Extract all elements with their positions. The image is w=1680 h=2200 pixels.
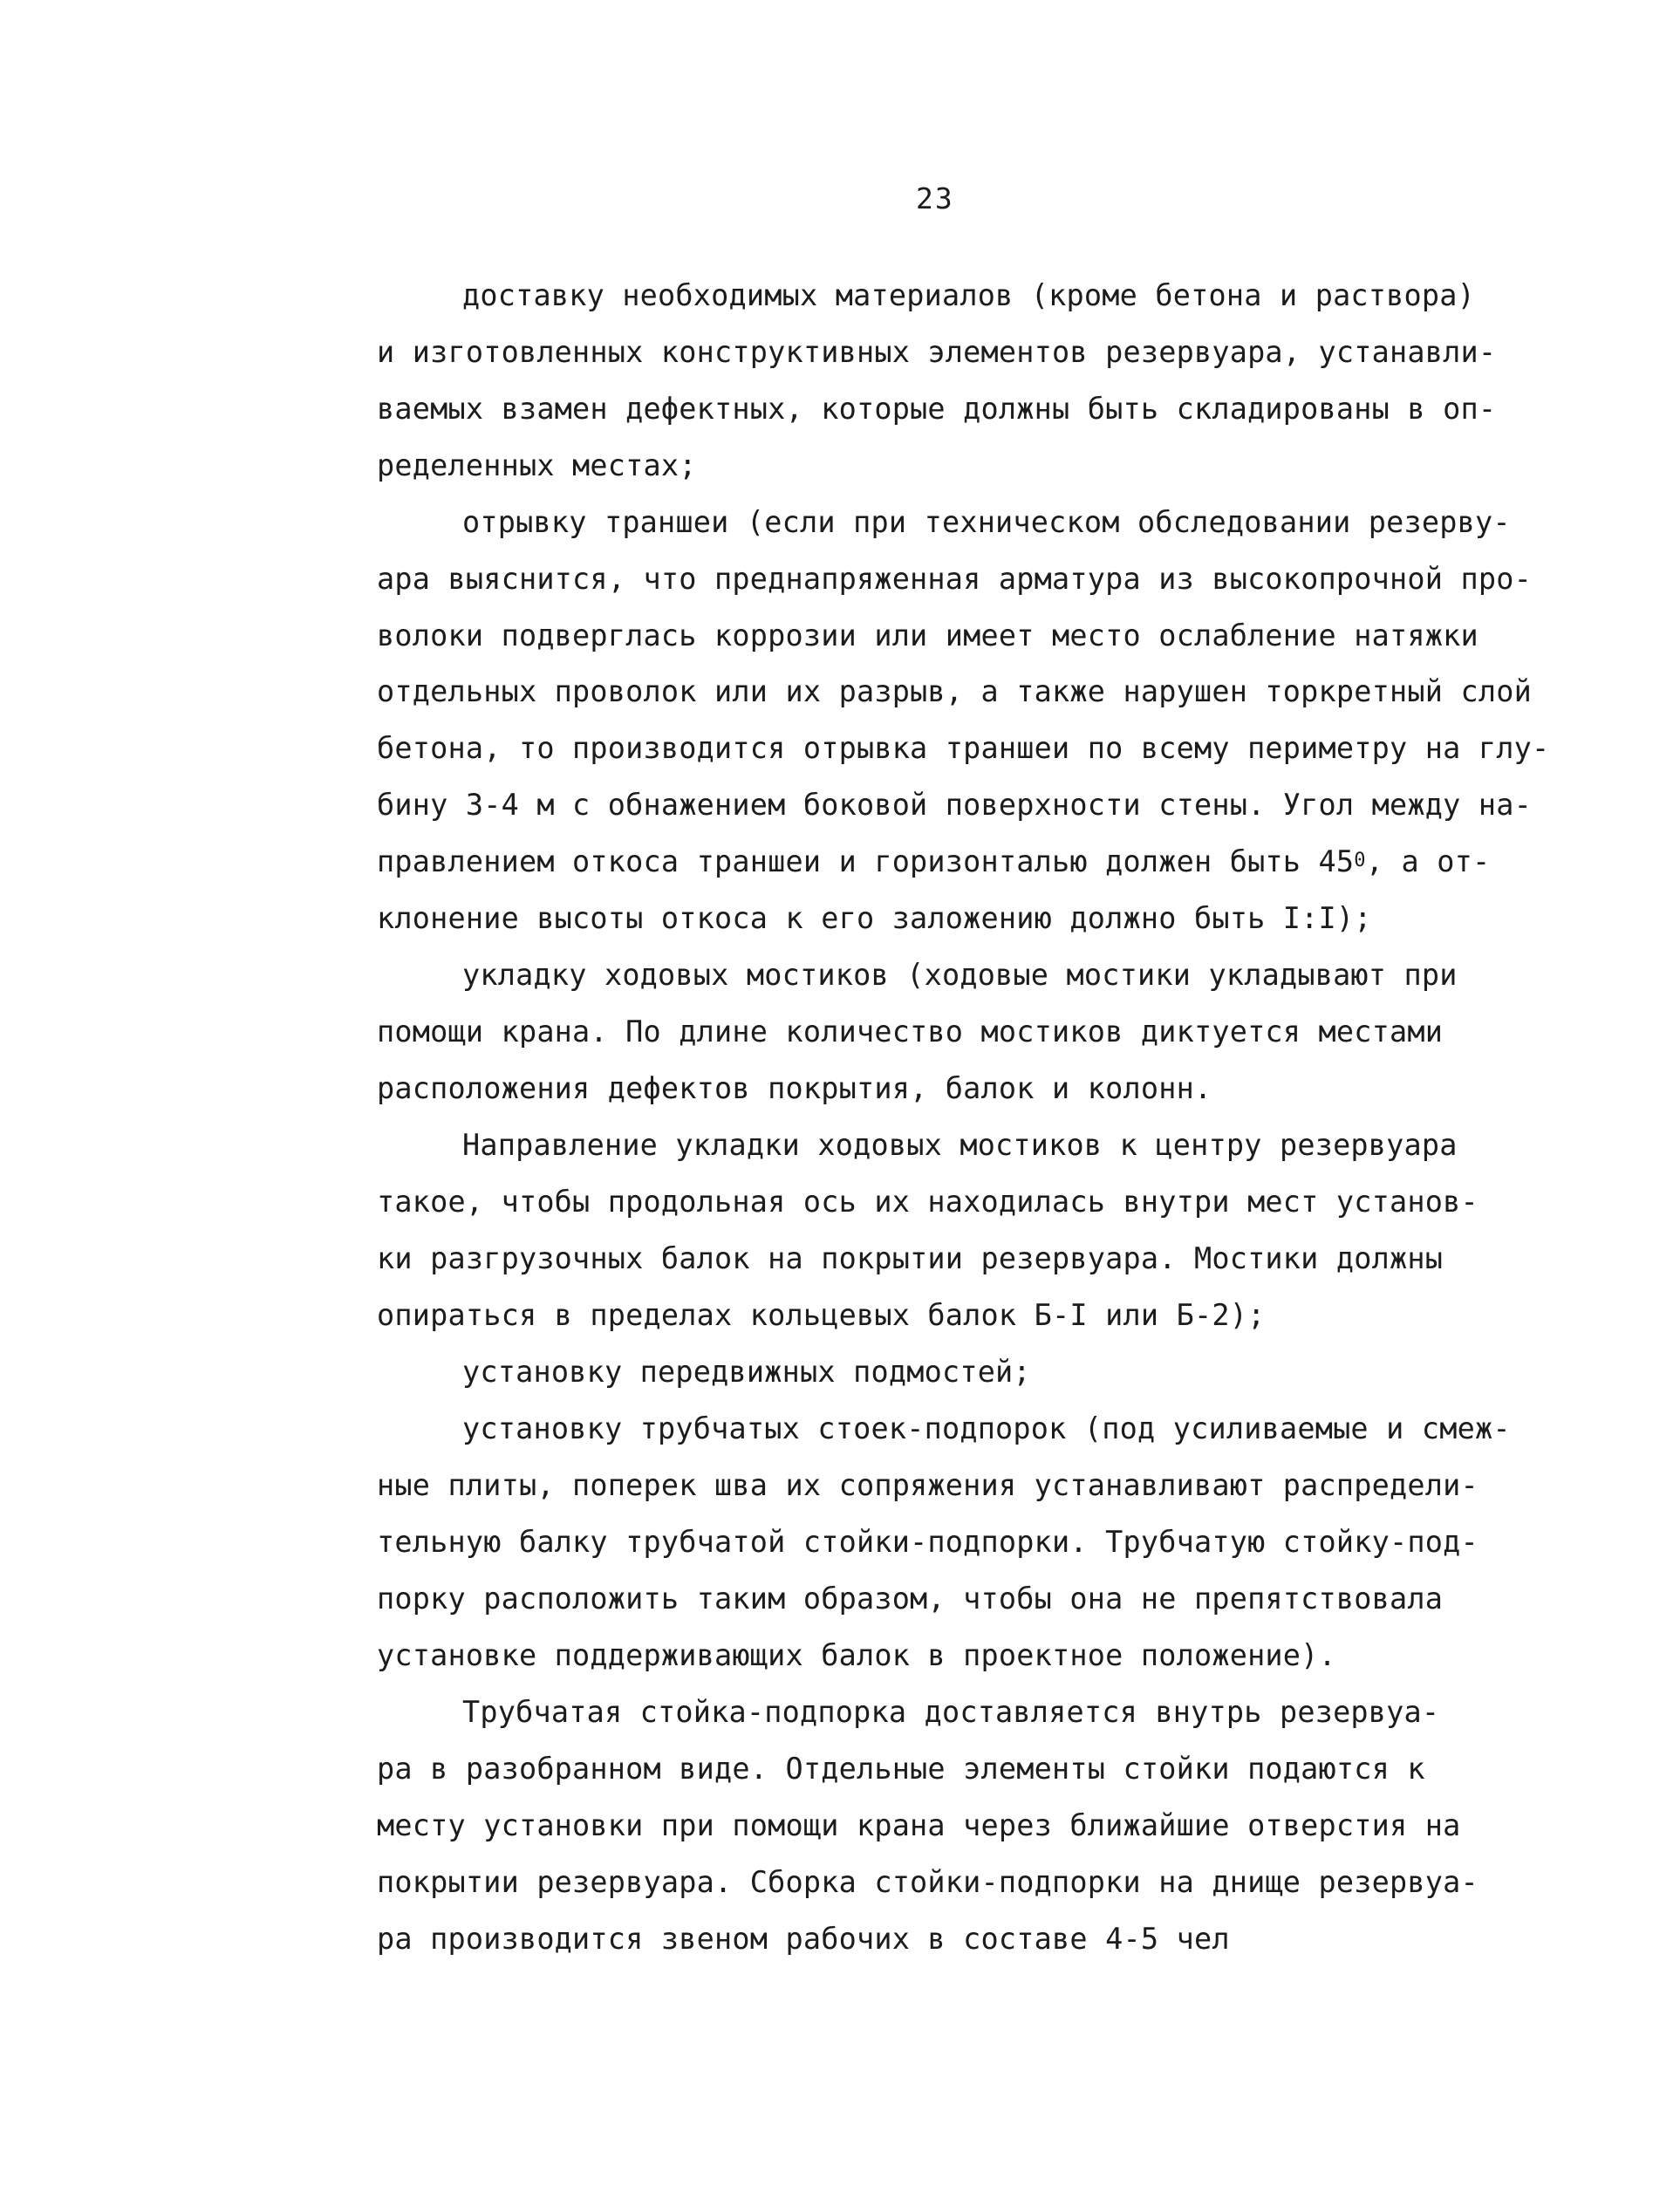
text-line: бину 3-4 м с обнажением боковой поверхности стены. Угол между на-	[377, 788, 1532, 822]
text-line: ределенных местах;	[377, 448, 697, 482]
text-line: установке поддерживающих балок в проектное положение).	[377, 1638, 1336, 1672]
text-line: месту установки при помощи крана через ближайшие отверстия на	[377, 1808, 1461, 1842]
text-line: порку расположить таким образом, чтобы она не препятствовала	[377, 1582, 1444, 1616]
page-number: 23	[916, 181, 954, 215]
text-line: покрытии резервуара. Сборка стойки-подпорки на днище резервуа-	[377, 1865, 1479, 1899]
text-line: ваемых взамен дефектных, которые должны быть складированы в оп-	[377, 392, 1497, 426]
text-line: расположения дефектов покрытия, балок и колонн.	[377, 1071, 1212, 1105]
text-line: такое, чтобы продольная ось их находилась внутри мест установ-	[377, 1185, 1479, 1219]
text-line: и изготовленных конструктивных элементов резервуара, устанавли-	[377, 335, 1497, 369]
text-line: отрывку траншеи (если при техническом обследовании резерву-	[462, 505, 1511, 539]
text-line: ра производится звеном рабочих в составе 4-5 чел	[377, 1922, 1230, 1956]
text-line: ра в разобранном виде. Отдельные элементы стойки подаются к	[377, 1752, 1425, 1786]
text-line: бетона, то производится отрывка траншеи по всему периметру на глу-	[377, 731, 1550, 765]
degree-superscript: 0	[1354, 850, 1366, 871]
text-line: опираться в пределах кольцевых балок Б-I или Б-2);	[377, 1298, 1266, 1332]
text-line: помощи крана. По длине количество мостиков диктуется местами	[377, 1015, 1444, 1049]
text-line: ки разгрузочных балок на покрытии резервуара. Мостики должны	[377, 1241, 1444, 1275]
text-line: Трубчатая стойка-подпорка доставляется внутрь резервуа-	[462, 1695, 1440, 1729]
text-line: отдельных проволок или их разрыв, а также нарушен торкретный слой	[377, 674, 1532, 708]
text-line-degree	[377, 843, 1490, 881]
text-line: укладку ходовых мостиков (ходовые мостики укладывают при	[462, 958, 1458, 992]
text-line: доставку необходимых материалов (кроме бетона и раствора)	[462, 278, 1476, 312]
text-line-head: правлением откоса траншеи и горизонталью должен быть 45	[377, 844, 1355, 878]
text-line: волоки подверглась коррозии или имеет место ослабление натяжки	[377, 618, 1479, 652]
text-line: Направление укладки ходовых мостиков к центру резервуара	[462, 1128, 1458, 1162]
text-line: установку трубчатых стоек-подпорок (под усиливаемые и смеж-	[462, 1411, 1511, 1445]
text-line: ные плиты, поперек шва их сопряжения устанавливают распредели-	[377, 1468, 1479, 1502]
text-line: установку передвижных подмостей;	[462, 1355, 1031, 1389]
text-line: клонение высоты откоса к его заложению должно быть I:I);	[377, 901, 1372, 935]
text-line-tail: , а от-	[1365, 844, 1491, 878]
text-line: ара выяснится, что преднапряженная арматура из высокопрочной про-	[377, 562, 1532, 596]
text-line: тельную балку трубчатой стойки-подпорки. Трубчатую стойку-под-	[377, 1525, 1479, 1559]
